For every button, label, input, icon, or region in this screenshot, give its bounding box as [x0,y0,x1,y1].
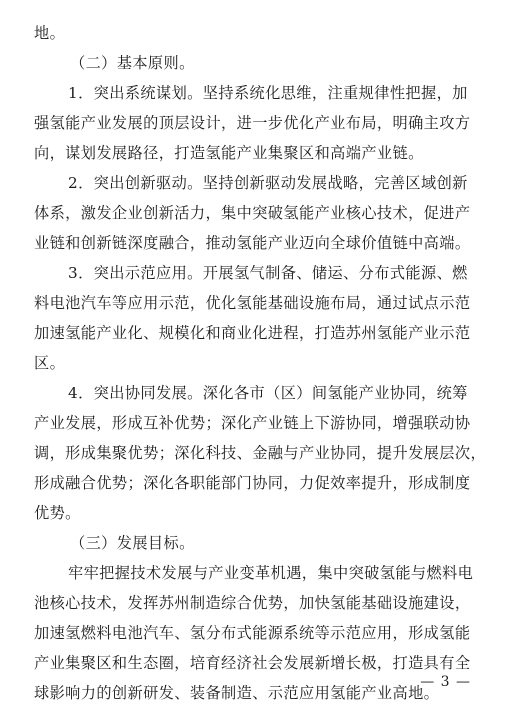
text-line: 形成融合优势；深化各职能部门协同，力促效率提升，形成制度 [34,474,471,492]
section-heading: （二）基本原则。 [70,54,195,72]
text-line: 产业集聚区和生态圈，培育经济社会发展新增长极，打造具有全 [34,654,471,672]
text-line: 球影响力的创新研发、装备制造、示范应用氢能产业高地。 [34,684,440,702]
text-line: 牢牢把握技术发展与产业变革机遇，集中突破氢能与燃料电 [68,564,474,582]
section-heading: （三）发展目标。 [70,534,195,552]
text-line: 池核心技术，发挥苏州制造综合优势，加快氢能基础设施建设， [34,594,471,612]
text-line: 体系，激发企业创新活力，集中突破氢能产业核心技术，促进产 [34,204,471,222]
text-line: 1．突出系统谋划。坚持系统化思维，注重规律性把握，加 [68,84,468,102]
text-line: 2．突出创新驱动。坚持创新驱动发展战略，完善区域创新 [68,174,468,192]
text-line: 强氢能产业发展的顶层设计，进一步优化产业布局，明确主攻方 [34,114,471,132]
text-line: 向，谋划发展路径，打造氢能产业集聚区和高端产业链。 [34,144,424,162]
text-line: 业链和创新链深度融合，推动氢能产业迈向全球价值链中高端。 [34,234,471,252]
text-line: 优势。 [34,504,81,522]
text-line: 产业发展，形成互补优势；深化产业链上下游协同，增强联动协 [34,414,471,432]
text-line: 3．突出示范应用。开展氢气制备、储运、分布式能源、燃 [68,264,468,282]
text-line: 调，形成集聚优势；深化科技、金融与产业协同，提升发展层次， [34,444,487,462]
text-line: 加速氢能产业化、规模化和商业化进程，打造苏州氢能产业示范 [34,324,471,342]
text-line: 地。 [34,24,66,42]
text-line: 料电池汽车等应用示范，优化氢能基础设施布局，通过试点示范 [34,294,471,312]
text-line: 区。 [34,354,66,372]
text-line: 4．突出协同发展。深化各市（区）间氢能产业协同，统筹 [68,384,468,402]
text-line: 加速氢燃料电池汽车、氢分布式能源系统等示范应用，形成氢能 [34,624,471,642]
section-3-body [34,562,484,712]
page-number: — 3 — [420,674,471,690]
